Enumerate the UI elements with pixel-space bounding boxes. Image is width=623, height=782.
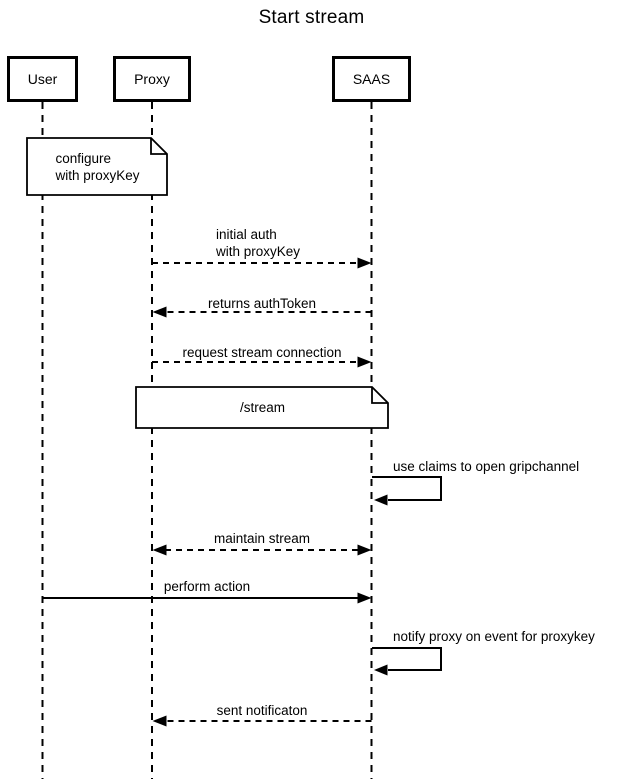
message-initial-auth xyxy=(216,226,300,260)
message-use-claims: use claims to open gripchannel xyxy=(393,459,580,474)
message-initial-auth-line2: with proxyKey xyxy=(216,244,301,259)
actor-saas xyxy=(332,56,411,102)
note-configure xyxy=(27,138,168,195)
message-perform-action: perform action xyxy=(163,579,251,594)
note-configure-text xyxy=(55,150,139,184)
message-notify-proxy: notify proxy on event for proxykey xyxy=(393,629,595,644)
message-initial-auth-line1: initial auth xyxy=(216,227,277,242)
arrowhead-right-icon xyxy=(358,258,372,269)
note-stream-text: /stream xyxy=(239,400,285,415)
actor-proxy-label: Proxy xyxy=(134,71,170,87)
diagram-title: Start stream xyxy=(258,7,365,28)
actor-saas-label: SAAS xyxy=(352,71,391,87)
message-sent-notification: sent notificaton xyxy=(216,703,308,718)
message-lines xyxy=(43,263,442,721)
arrowhead-left-icon xyxy=(374,665,388,676)
actor-proxy xyxy=(113,56,191,102)
actor-user-label: User xyxy=(27,71,58,87)
self-message-line-use-claims xyxy=(372,477,441,500)
message-maintain-stream: maintain stream xyxy=(213,531,311,546)
message-returns-authtoken: returns authToken xyxy=(207,296,317,311)
note-configure-line2: with proxyKey xyxy=(55,167,140,183)
lifelines xyxy=(43,102,372,779)
message-request-stream: request stream connection xyxy=(182,345,342,360)
note-stream xyxy=(136,387,389,428)
arrowhead-left-icon xyxy=(374,495,388,506)
arrowheads xyxy=(153,258,388,727)
note-configure-line1: configure xyxy=(55,150,112,166)
actor-user xyxy=(7,56,78,102)
